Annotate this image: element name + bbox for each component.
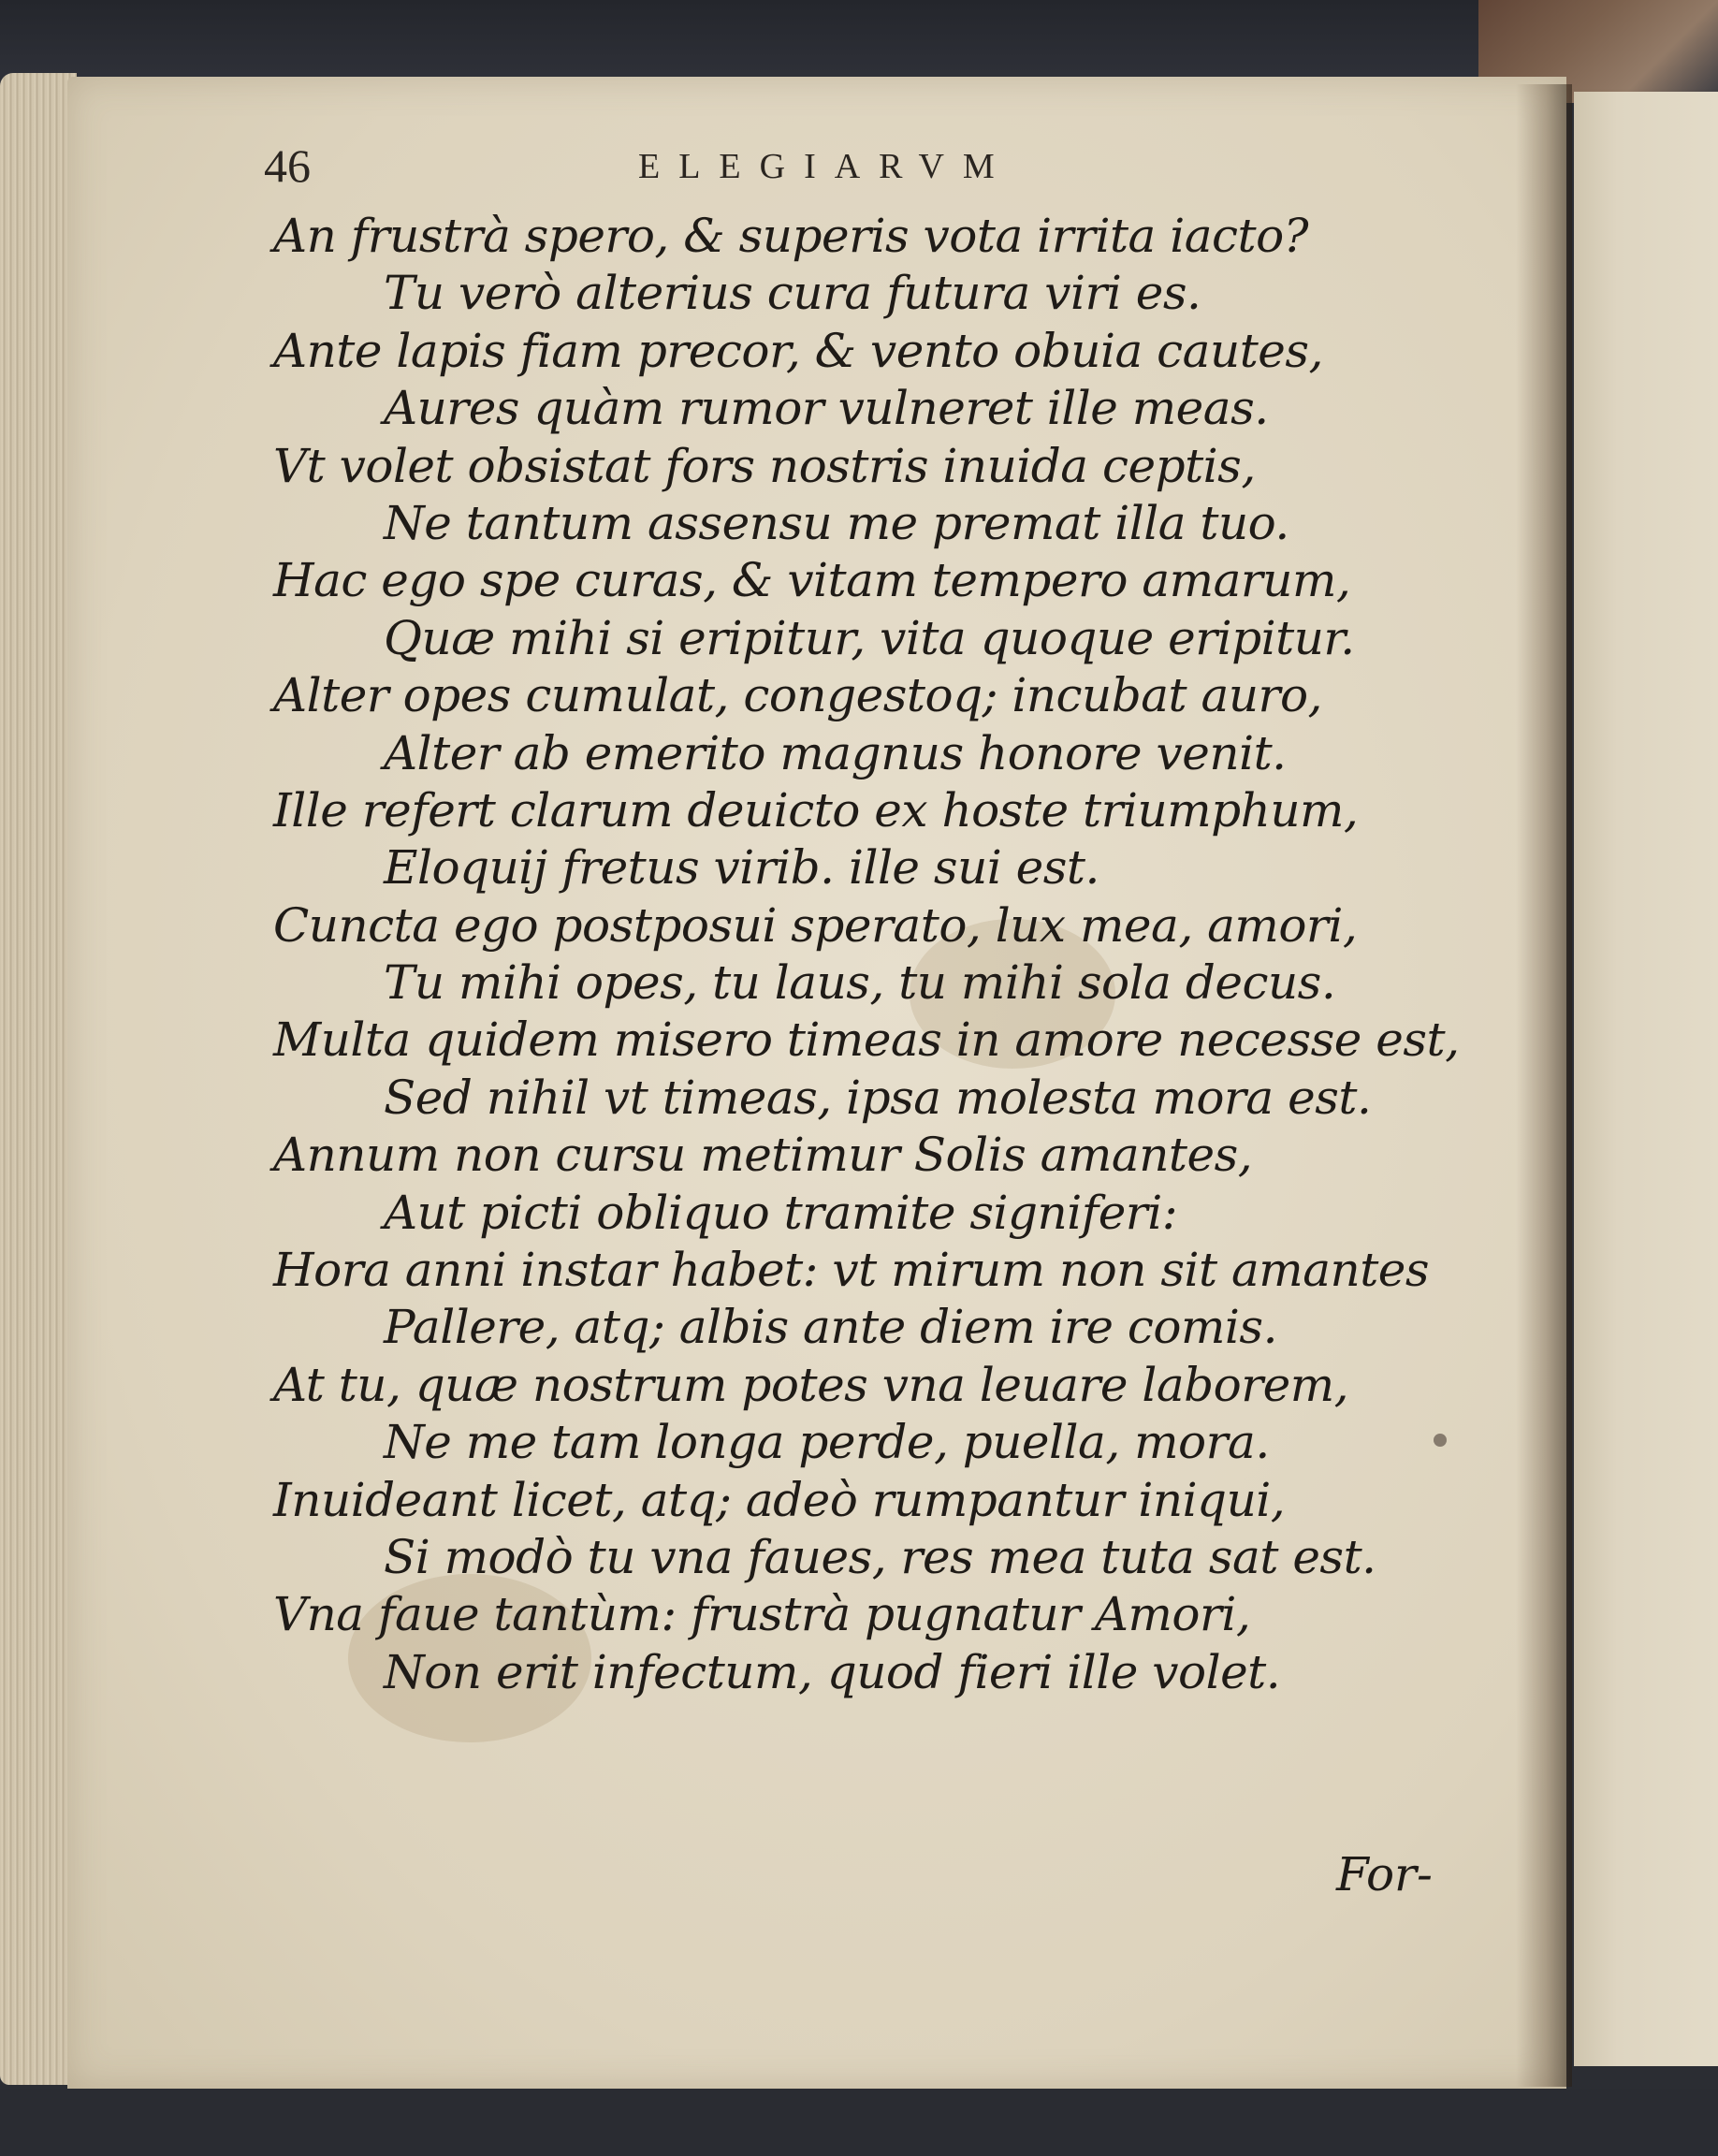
elegy-verses bbox=[273, 208, 1460, 1701]
book-gutter-shadow bbox=[1516, 84, 1572, 2087]
verse-line: Eloquij fretus virib. ille sui est. bbox=[384, 840, 1099, 896]
verse-line: Vt volet obsistat fors nostris inuida ceptis, bbox=[273, 438, 1256, 493]
verse-line: Ne me tam longa perde, puella, mora. bbox=[384, 1415, 1270, 1470]
verse-line: Inuideant licet, atq; adeò rumpantur iniqui, bbox=[273, 1472, 1286, 1527]
verse-line: Si modò tu vna faues, res mea tuta sat est. bbox=[384, 1529, 1376, 1584]
page-stack-edges bbox=[0, 73, 77, 2085]
verse-line: Hora anni instar habet: vt mirum non sit amantes bbox=[273, 1243, 1430, 1298]
verse-line: Sed nihil vt timeas, ipsa molesta mora est. bbox=[384, 1070, 1372, 1125]
verse-line: Aut picti obliquo tramite signiferi: bbox=[384, 1185, 1178, 1240]
verse-line: Ille refert clarum deuicto ex hoste triumphum, bbox=[273, 782, 1359, 838]
verse-line: Aures quàm rumor vulneret ille meas. bbox=[384, 381, 1269, 436]
verse-line: Ante lapis fiam precor, & vento obuia cautes, bbox=[273, 323, 1323, 378]
verse-line: Quæ mihi si eripitur, vita quoque eripitur. bbox=[384, 610, 1355, 665]
verse-line: An frustrà spero, & superis vota irrita iacto? bbox=[273, 209, 1309, 263]
verse-line: Vna faue tantùm: frustrà pugnatur Amori, bbox=[273, 1587, 1251, 1642]
facing-page-edge bbox=[1574, 92, 1718, 2066]
verse-line: Annum non cursu metimur Solis amantes, bbox=[273, 1128, 1253, 1183]
verse-line: Pallere, atq; albis ante diem ire comis. bbox=[384, 1300, 1277, 1355]
verse-line: Non erit infectum, quod fieri ille volet. bbox=[384, 1644, 1281, 1699]
verse-line: Ne tantum assensu me premat illa tuo. bbox=[384, 495, 1289, 550]
verse-line: Alter opes cumulat, congestoq; incubat auro, bbox=[273, 668, 1322, 723]
verse-line: Tu mihi opes, tu laus, tu mihi sola decus. bbox=[384, 955, 1336, 1011]
page-header bbox=[264, 138, 1312, 195]
catchword: For- bbox=[1336, 1847, 1433, 1901]
verse-line: At tu, quæ nostrum potes vna leuare laborem, bbox=[273, 1357, 1349, 1412]
page-number: 46 bbox=[264, 139, 311, 192]
verse-line: Multa quidem misero timeas in amore necesse est, bbox=[273, 1012, 1460, 1068]
verse-line: Cuncta ego postposui sperato, lux mea, amori, bbox=[273, 897, 1358, 953]
verse-line: Tu verò alterius cura futura viri es. bbox=[384, 266, 1201, 321]
dark-background-bottom bbox=[0, 2089, 1718, 2156]
verse-line: Hac ego spe curas, & vitam tempero amarum, bbox=[273, 553, 1351, 608]
running-head: ELEGIARVM bbox=[638, 147, 1013, 186]
verse-line: Alter ab emerito magnus honore venit. bbox=[384, 725, 1287, 780]
dark-background bbox=[0, 0, 1718, 89]
